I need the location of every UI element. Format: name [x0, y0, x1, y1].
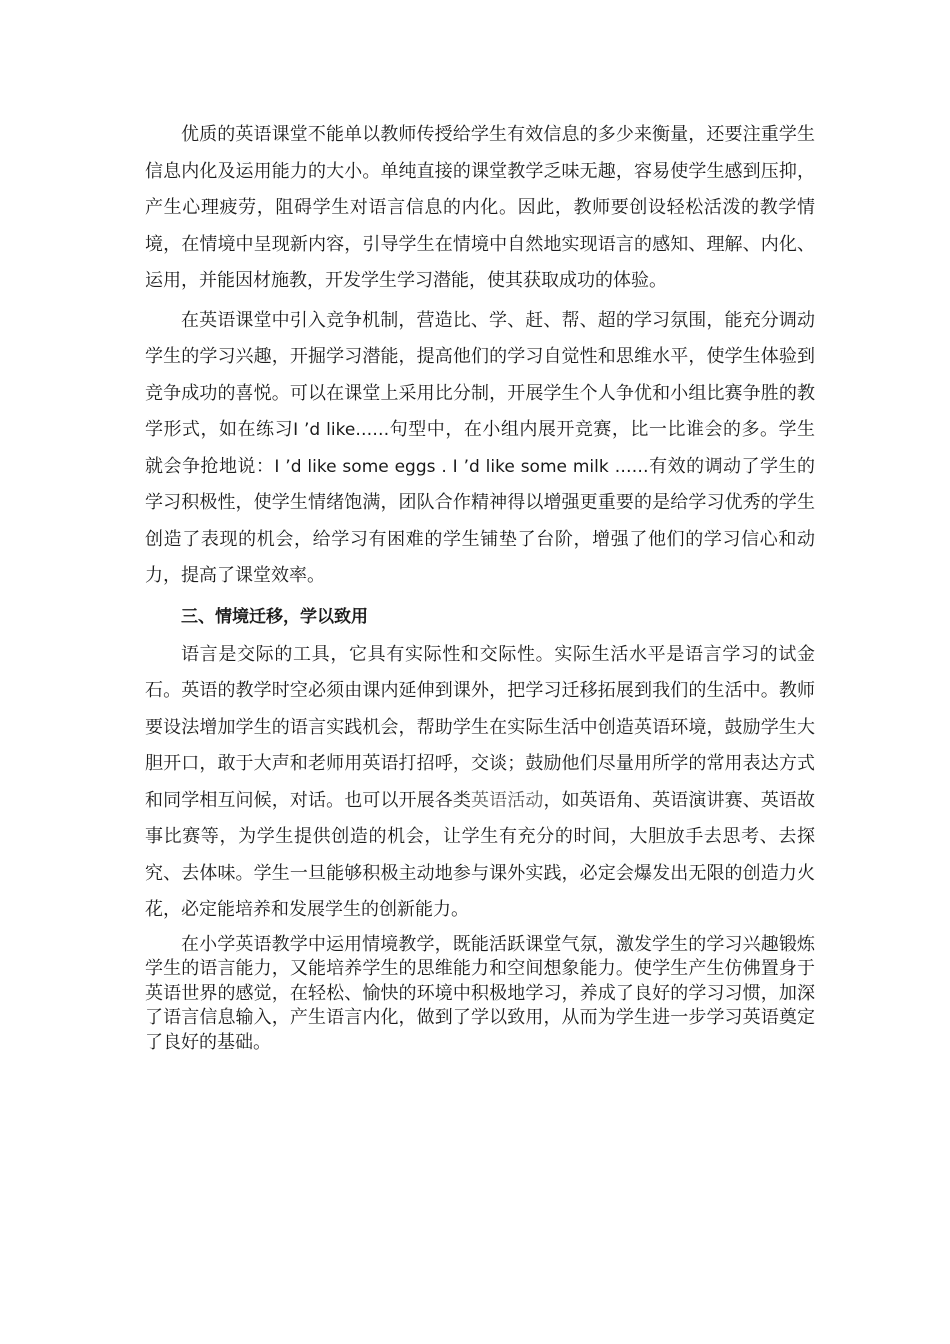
document-body: [145, 117, 815, 1055]
paragraph-competition-mechanism: [145, 303, 815, 595]
paragraph-text: 在英语课堂中引入竞争机制，营造比、学、赶、帮、超的学习氛围，能充分调动学生的学习兴趣，开掘学习潜能，提高他们的学习自觉性和思维水平，使学生体验到竞争成功的喜悦。可以在课堂上采用比分制，开展学生个人争优和小组比赛争胜的教学形式，如在练习: [145, 309, 815, 440]
student-dialogue-example: I ’d like some eggs . I ’d like some milk ……: [274, 456, 649, 477]
sentence-pattern-example: I ’d like……: [293, 420, 390, 440]
english-activity-link[interactable]: 英语活动: [471, 789, 544, 811]
paragraph-situation-transfer: [145, 637, 815, 929]
paragraph-text: 句型中，在小组内展开竞赛，比一比谁会的多。学生就会争抢地说：: [145, 419, 816, 477]
paragraph-text: 语言是交际的工具，它具有实际性和交际性。实际生活水平是语言学习的试金石。英语的教学时空必须由课内延伸到课外，把学习迁移拓展到我们的生活中。教师要设法增加学生的语言实践机会，帮助学生在实际生活中创造英语环境，鼓励学生大胆开口，敢于大声和老师用英语打招呼，交谈；鼓励他们尽量用所学的常用表达方式和同学相互问候，对话。也可以开展各类: [145, 643, 815, 811]
paragraph-conclusion: 在小学英语教学中运用情境教学，既能活跃课堂气氛，激发学生的学习兴趣锻炼学生的语言能力，又能培养学生的思维能力和空间想象能力。使学生产生仿佛置身于英语世界的感觉，在轻松、愉快的环境中积极地学习，养成了良好的学习习惯，加深了语言信息输入，产生语言内化，做到了学以致用，从而为学生进一步学习英语奠定了良好的基础。: [145, 933, 815, 1053]
section-heading: 三、情境迁移，学以致用: [181, 606, 368, 627]
paragraph-text: ，如英语角、英语演讲赛、英语故事比赛等，为学生提供创造的机会，让学生有充分的时间，大胆放手去思考、去探究、去体味。学生一旦能够积极主动地参与课外实践，必定会爆发出无限的创造力火花，必定能培养和发展学生的创新能力。: [145, 789, 816, 920]
paragraph-classroom-quality: 优质的英语课堂不能单以教师传授给学生有效信息的多少来衡量，还要注重学生信息内化及运用能力的大小。单纯直接的课堂教学乏味无趣，容易使学生感到压抑，产生心理疲劳，阻碍学生对语言信息的内化。因此，教师要创设轻松活泼的教学情境，在情境中呈现新内容，引导学生在情境中自然地实现语言的感知、理解、内化、运用，并能因材施教，开发学生学习潜能，使其获取成功的体验。: [145, 124, 815, 291]
paragraph-text: 有效的调动了学生的学习积极性，使学生情绪饱满，团队合作精神得以增强更重要的是给学习优秀的学生创造了表现的机会，给学习有困难的学生铺垫了台阶，增强了他们的学习信心和动力，提高了课堂效率。: [145, 455, 816, 586]
